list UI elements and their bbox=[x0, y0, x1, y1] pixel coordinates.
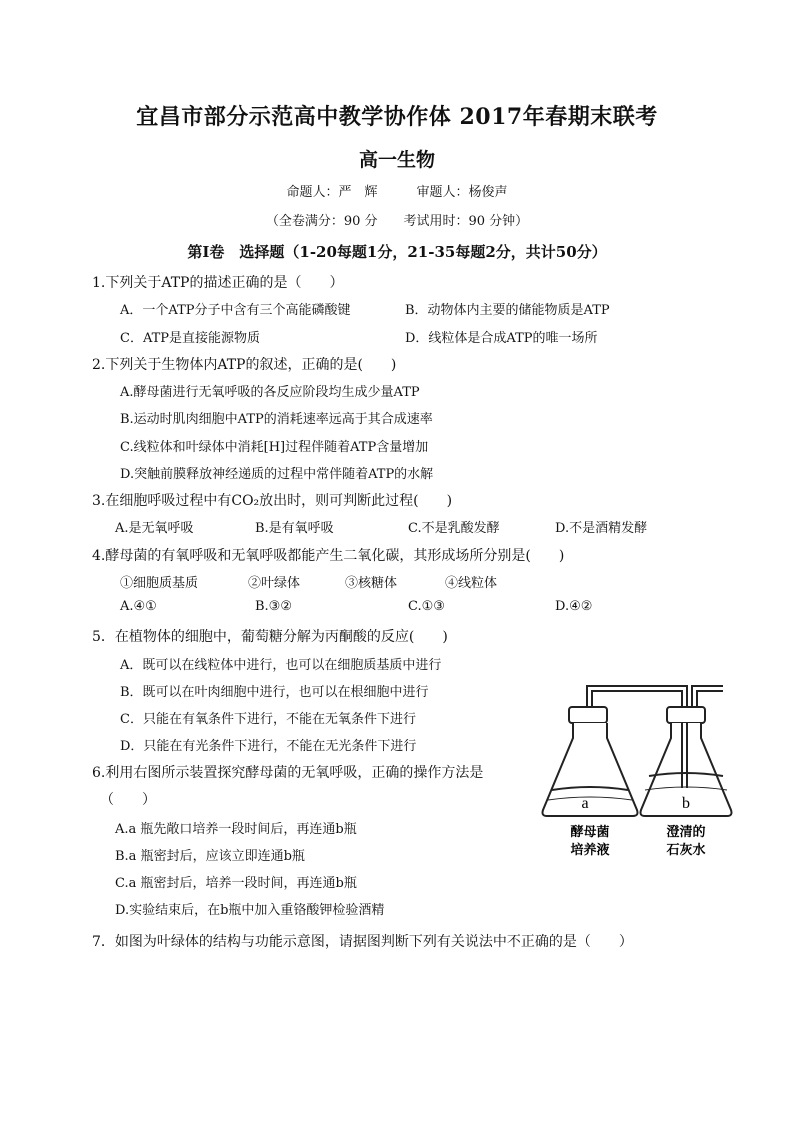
q1-option-b: B．动物体内主要的储能物质是ATP bbox=[405, 303, 610, 318]
q3-option-c: C.不是乳酸发酵 bbox=[408, 521, 500, 536]
flask-b-caption-line2: 石灰水 bbox=[666, 843, 706, 858]
q5-stem: 5．在植物体的细胞中，葡萄糖分解为丙酮酸的反应( ) bbox=[92, 629, 448, 645]
q1-option-d: D．线粒体是合成ATP的唯一场所 bbox=[405, 331, 598, 346]
q7-stem: 7．如图为叶绿体的结构与功能示意图，请据图判断下列有关说法中不正确的是（ ） bbox=[92, 934, 633, 950]
q3-stem: 3.在细胞呼吸过程中有CO₂放出时，则可判断此过程( ) bbox=[92, 493, 453, 509]
q4-stem: 4.酵母菌的有氧呼吸和无氧呼吸都能产生二氧化碳，其形成场所分别是( ) bbox=[92, 548, 565, 564]
q2-option-d: D.突触前膜释放神经递质的过程中常伴随着ATP的水解 bbox=[120, 467, 434, 482]
q2-option-c: C.线粒体和叶绿体中消耗[H]过程伴随着ATP含量增加 bbox=[120, 440, 429, 455]
flask-a-caption-line1: 酵母菌 bbox=[570, 825, 610, 840]
q4-item-4: ④线粒体 bbox=[445, 576, 498, 591]
q4-option-d: D.④② bbox=[555, 599, 593, 614]
q6-answer-paren: （ ） bbox=[100, 792, 156, 808]
flask-apparatus-drawing bbox=[525, 680, 735, 860]
exam-info: （全卷满分：90 分 考试用时：90 分钟） bbox=[265, 214, 529, 229]
q6-option-d: D.实验结束后，在b瓶中加入重铬酸钾检验酒精 bbox=[115, 903, 385, 918]
q1-stem: 1.下列关于ATP的描述正确的是（ ） bbox=[92, 275, 344, 291]
q5-option-d: D．只能在有光条件下进行，不能在无光条件下进行 bbox=[120, 739, 417, 754]
q4-option-b: B.③② bbox=[255, 599, 292, 614]
apparatus-figure bbox=[525, 680, 735, 860]
flask-a-label: a bbox=[581, 795, 589, 812]
q1-option-a: A．一个ATP分子中含有三个高能磷酸键 bbox=[120, 303, 351, 318]
q2-stem: 2.下列关于生物体内ATP的叙述，正确的是( ) bbox=[92, 357, 397, 373]
q2-option-b: B.运动时肌肉细胞中ATP的消耗速率远高于其合成速率 bbox=[120, 412, 433, 427]
q4-item-1: ①细胞质基质 bbox=[120, 576, 199, 591]
section-heading: 第Ⅰ卷 选择题（1-20每题1分，21-35每题2分，共计50分） bbox=[187, 243, 607, 261]
q6-option-b: B.a 瓶密封后，应该立即连通b瓶 bbox=[115, 849, 305, 864]
q6-option-a: A.a 瓶先敞口培养一段时间后，再连通b瓶 bbox=[115, 822, 357, 837]
subject-title: 高一生物 bbox=[358, 149, 435, 171]
flask-b-caption-line1: 澄清的 bbox=[666, 825, 706, 840]
authors-line: 命题人：严 辉 审题人：杨俊声 bbox=[286, 185, 508, 200]
q3-option-d: D.不是酒精发酵 bbox=[555, 521, 648, 536]
q4-option-c: C.①③ bbox=[408, 599, 445, 614]
q5-option-b: B．既可以在叶肉细胞中进行，也可以在根细胞中进行 bbox=[120, 685, 429, 700]
q1-option-c: C．ATP是直接能源物质 bbox=[120, 331, 261, 346]
q4-item-2: ②叶绿体 bbox=[248, 576, 301, 591]
q5-option-a: A．既可以在线粒体中进行，也可以在细胞质基质中进行 bbox=[120, 658, 442, 673]
q4-item-3: ③核糖体 bbox=[345, 576, 398, 591]
q5-option-c: C．只能在有氧条件下进行，不能在无氧条件下进行 bbox=[120, 712, 416, 727]
page-title: 宜昌市部分示范高中教学协作体 2017年春期末联考 bbox=[136, 104, 658, 130]
flask-a bbox=[543, 707, 638, 816]
flask-a-caption-line2: 培养液 bbox=[570, 843, 610, 858]
flask-b-label: b bbox=[682, 795, 690, 812]
q6-option-c: C.a 瓶密封后，培养一段时间，再连通b瓶 bbox=[115, 876, 357, 891]
q3-option-a: A.是无氧呼吸 bbox=[115, 521, 194, 536]
q3-option-b: B.是有氧呼吸 bbox=[255, 521, 334, 536]
q4-option-a: A.④① bbox=[120, 599, 157, 614]
q2-option-a: A.酵母菌进行无氧呼吸的各反应阶段均生成少量ATP bbox=[120, 385, 420, 400]
q6-stem: 6.利用右图所示装置探究酵母菌的无氧呼吸，正确的操作方法是 bbox=[92, 765, 484, 781]
